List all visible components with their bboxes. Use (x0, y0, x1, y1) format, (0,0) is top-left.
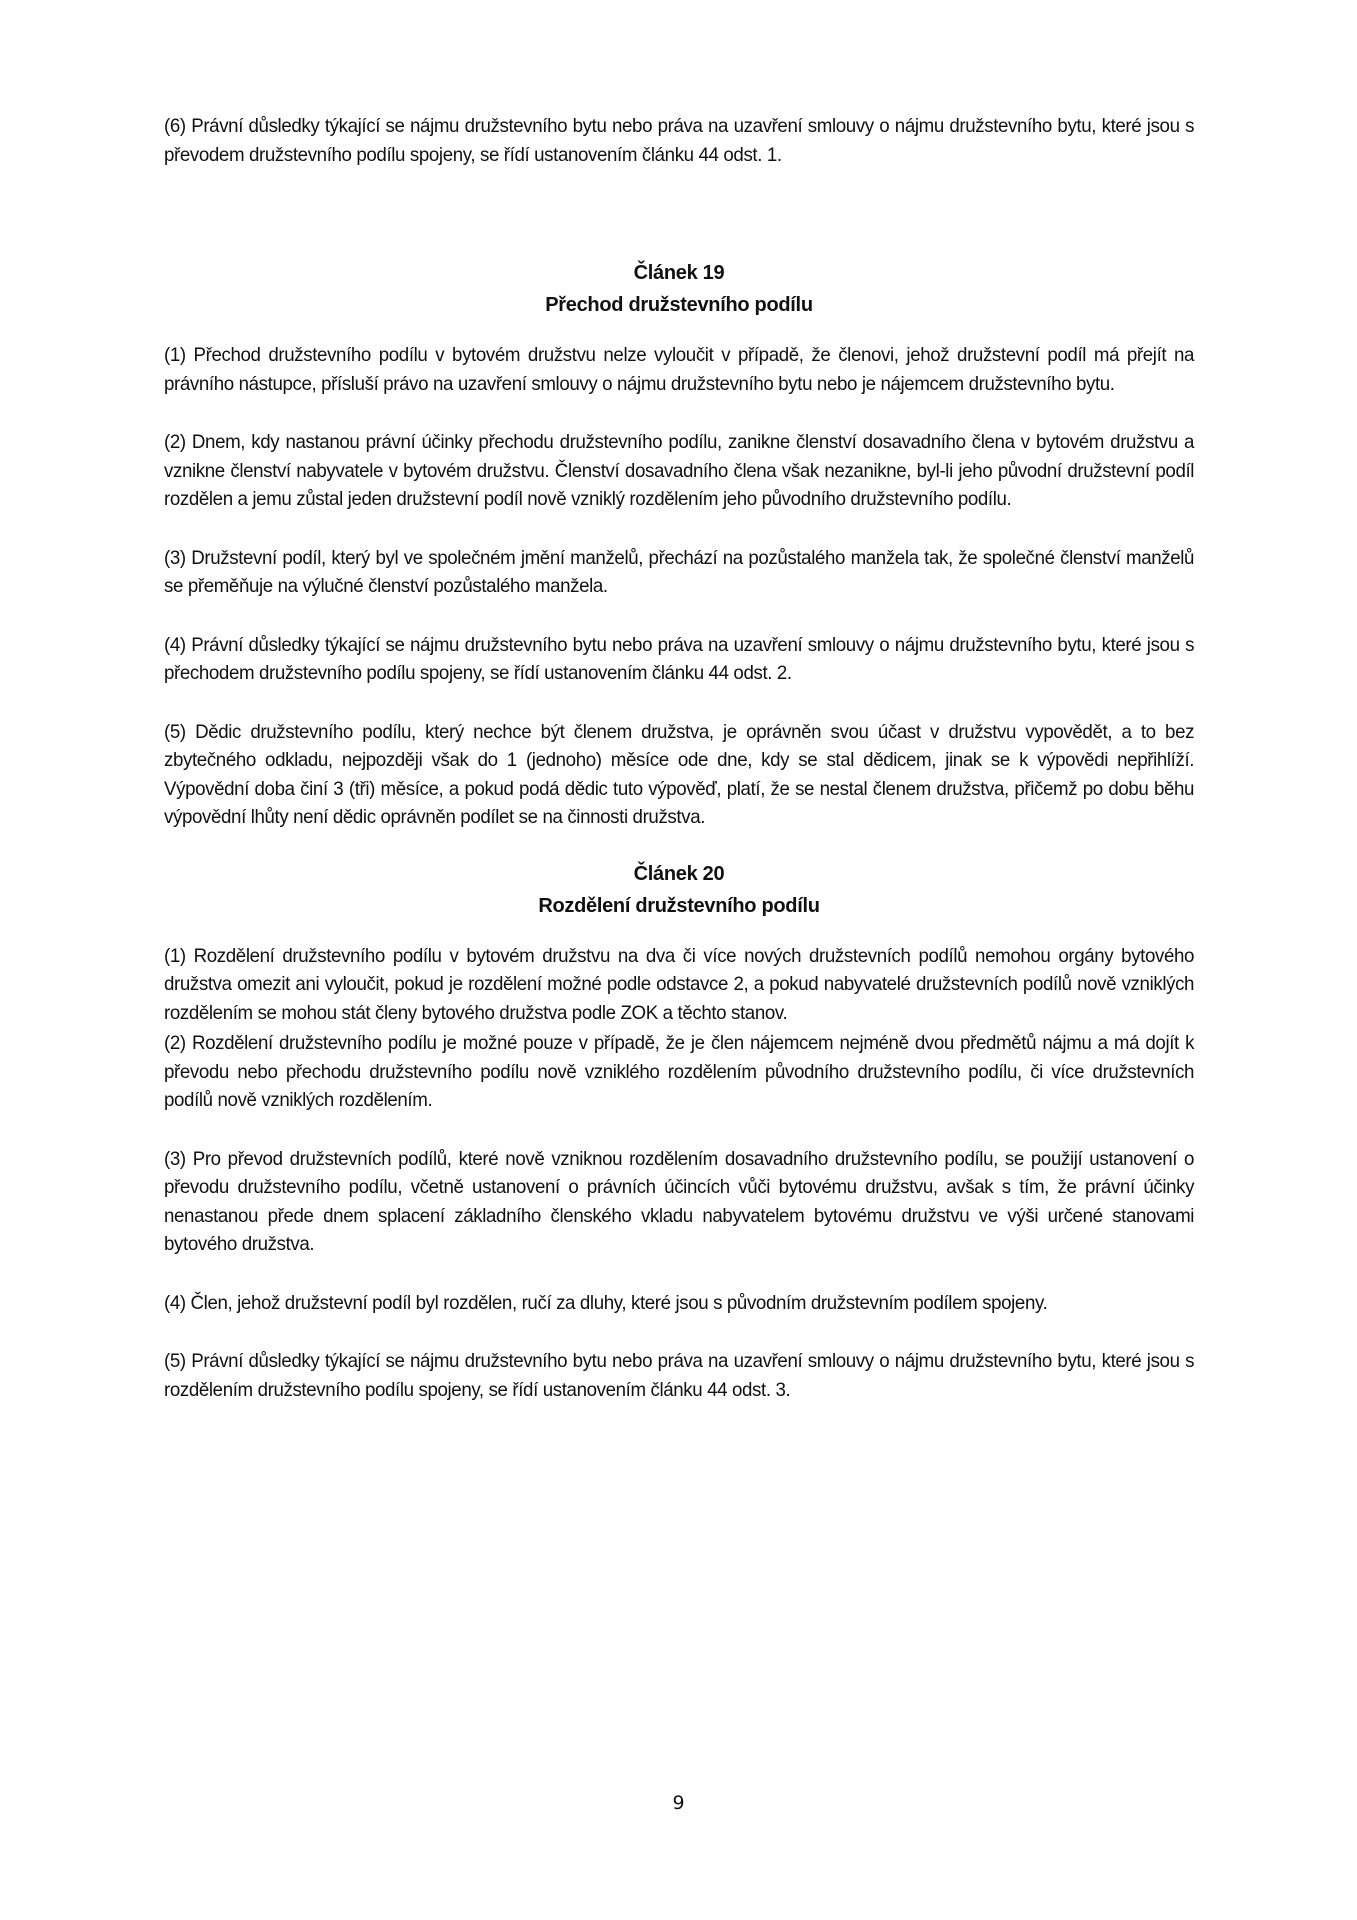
article-19-paragraph-3: (3) Družstevní podíl, který byl ve společném jmění manželů, přechází na pozůstalého manžela tak, že společné členství manželů se přeměňuje na výlučné členství pozůstalého manžela. (164, 546, 1195, 597)
article-20-paragraph-1: (1) Rozdělení družstevního podílu v bytovém družstvu na dva či více nových družstevních podílů nemohou orgány bytového družstva omezit ani vyloučit, pokud je rozdělení možné podle odstavce 2, a pokud nabyvatelé družstevních podílů nově vzniklých rozdělením se mohou stát členy bytového družstva podle ZOK a těchto stanov. (164, 944, 1195, 1024)
article-20-number: Článek 20 (633, 862, 725, 885)
page-number: 9 (672, 1792, 685, 1814)
paragraph-6-previous-article: (6) Právní důsledky týkající se nájmu družstevního bytu nebo práva na uzavření smlouvy o nájmu družstevního bytu, které jsou s převodem družstevního podílu spojeny, se řídí ustanovením článku 44 odst. 1. (164, 115, 1195, 166)
article-19-paragraph-5: (5) Dědic družstevního podílu, který nechce být členem družstva, je oprávněn svou účast v družstvu vypovědět, a to bez zbytečného odkladu, nejpozději však do 1 (jednoho) měsíce ode dne, kdy se stal dědicem, jinak se k výpovědi nepřihlíží. Výpovědní doba činí 3 (tři) měsíce, a pokud podá dědic tuto výpověď, platí, že se nestal členem družstva, přičemž po dobu běhu výpovědní lhůty není dědic oprávněn podílet se na činnosti družstva. (164, 720, 1195, 828)
article-20-paragraph-3: (3) Pro převod družstevních podílů, které nově vzniknou rozdělením dosavadního družstevního podílu, se použijí ustanovení o převodu družstevního podílu, včetně ustanovení o právních účincích vůči bytovému družstvu, avšak s tím, že právní účinky nenastanou přede dnem splacení základního členského vkladu nabyvatelem bytovému družstvu ve výši určené stanovami bytového družstva. (164, 1147, 1195, 1255)
article-19-paragraph-2: (2) Dnem, kdy nastanou právní účinky přechodu družstevního podílu, zanikne členství dosavadního člena v bytovém družstvu a vznikne členství nabyvatele v bytovém družstvu. Členství dosavadního člena však nezanikne, byl-li jeho původní družstevní podíl rozdělen a jemu zůstal jeden družstevní podíl nově vzniklý rozdělením jeho původního družstevního podílu. (164, 431, 1195, 510)
article-20-title: Rozdělení družstevního podílu (538, 894, 820, 917)
article-20-paragraph-2: (2) Rozdělení družstevního podílu je možné pouze v případě, že je člen nájemcem nejméně dvou předmětů nájmu a má dojít k převodu nebo přechodu družstevního podílu nově vzniklého rozdělením původního družstevního podílu, či více družstevních podílů nově vzniklých rozdělením. (164, 1032, 1195, 1111)
article-19-paragraph-4: (4) Právní důsledky týkající se nájmu družstevního bytu nebo práva na uzavření smlouvy o nájmu družstevního bytu, které jsou s přechodem družstevního podílu spojeny, se řídí ustanovením článku 44 odst. 2. (164, 633, 1195, 684)
article-20-paragraph-5: (5) Právní důsledky týkající se nájmu družstevního bytu nebo práva na uzavření smlouvy o nájmu družstevního bytu, které jsou s rozdělením družstevního podílu spojeny, se řídí ustanovením článku 44 odst. 3. (164, 1350, 1195, 1401)
document-page (164, 112, 1194, 1404)
article-19-number: Článek 19 (633, 262, 725, 284)
article-20-paragraph-4: (4) Člen, jehož družstevní podíl byl rozdělen, ručí za dluhy, které jsou s původním družstevním podílem spojeny. (164, 1291, 1048, 1314)
article-19-paragraph-1: (1) Přechod družstevního podílu v bytovém družstvu nelze vyloučit v případě, že členovi, jehož družstevní podíl má přejít na právního nástupce, přísluší právo na uzavření smlouvy o nájmu družstevního bytu nebo je nájemcem družstevního bytu. (164, 344, 1195, 395)
article-19-title: Přechod družstevního podílu (545, 294, 813, 316)
